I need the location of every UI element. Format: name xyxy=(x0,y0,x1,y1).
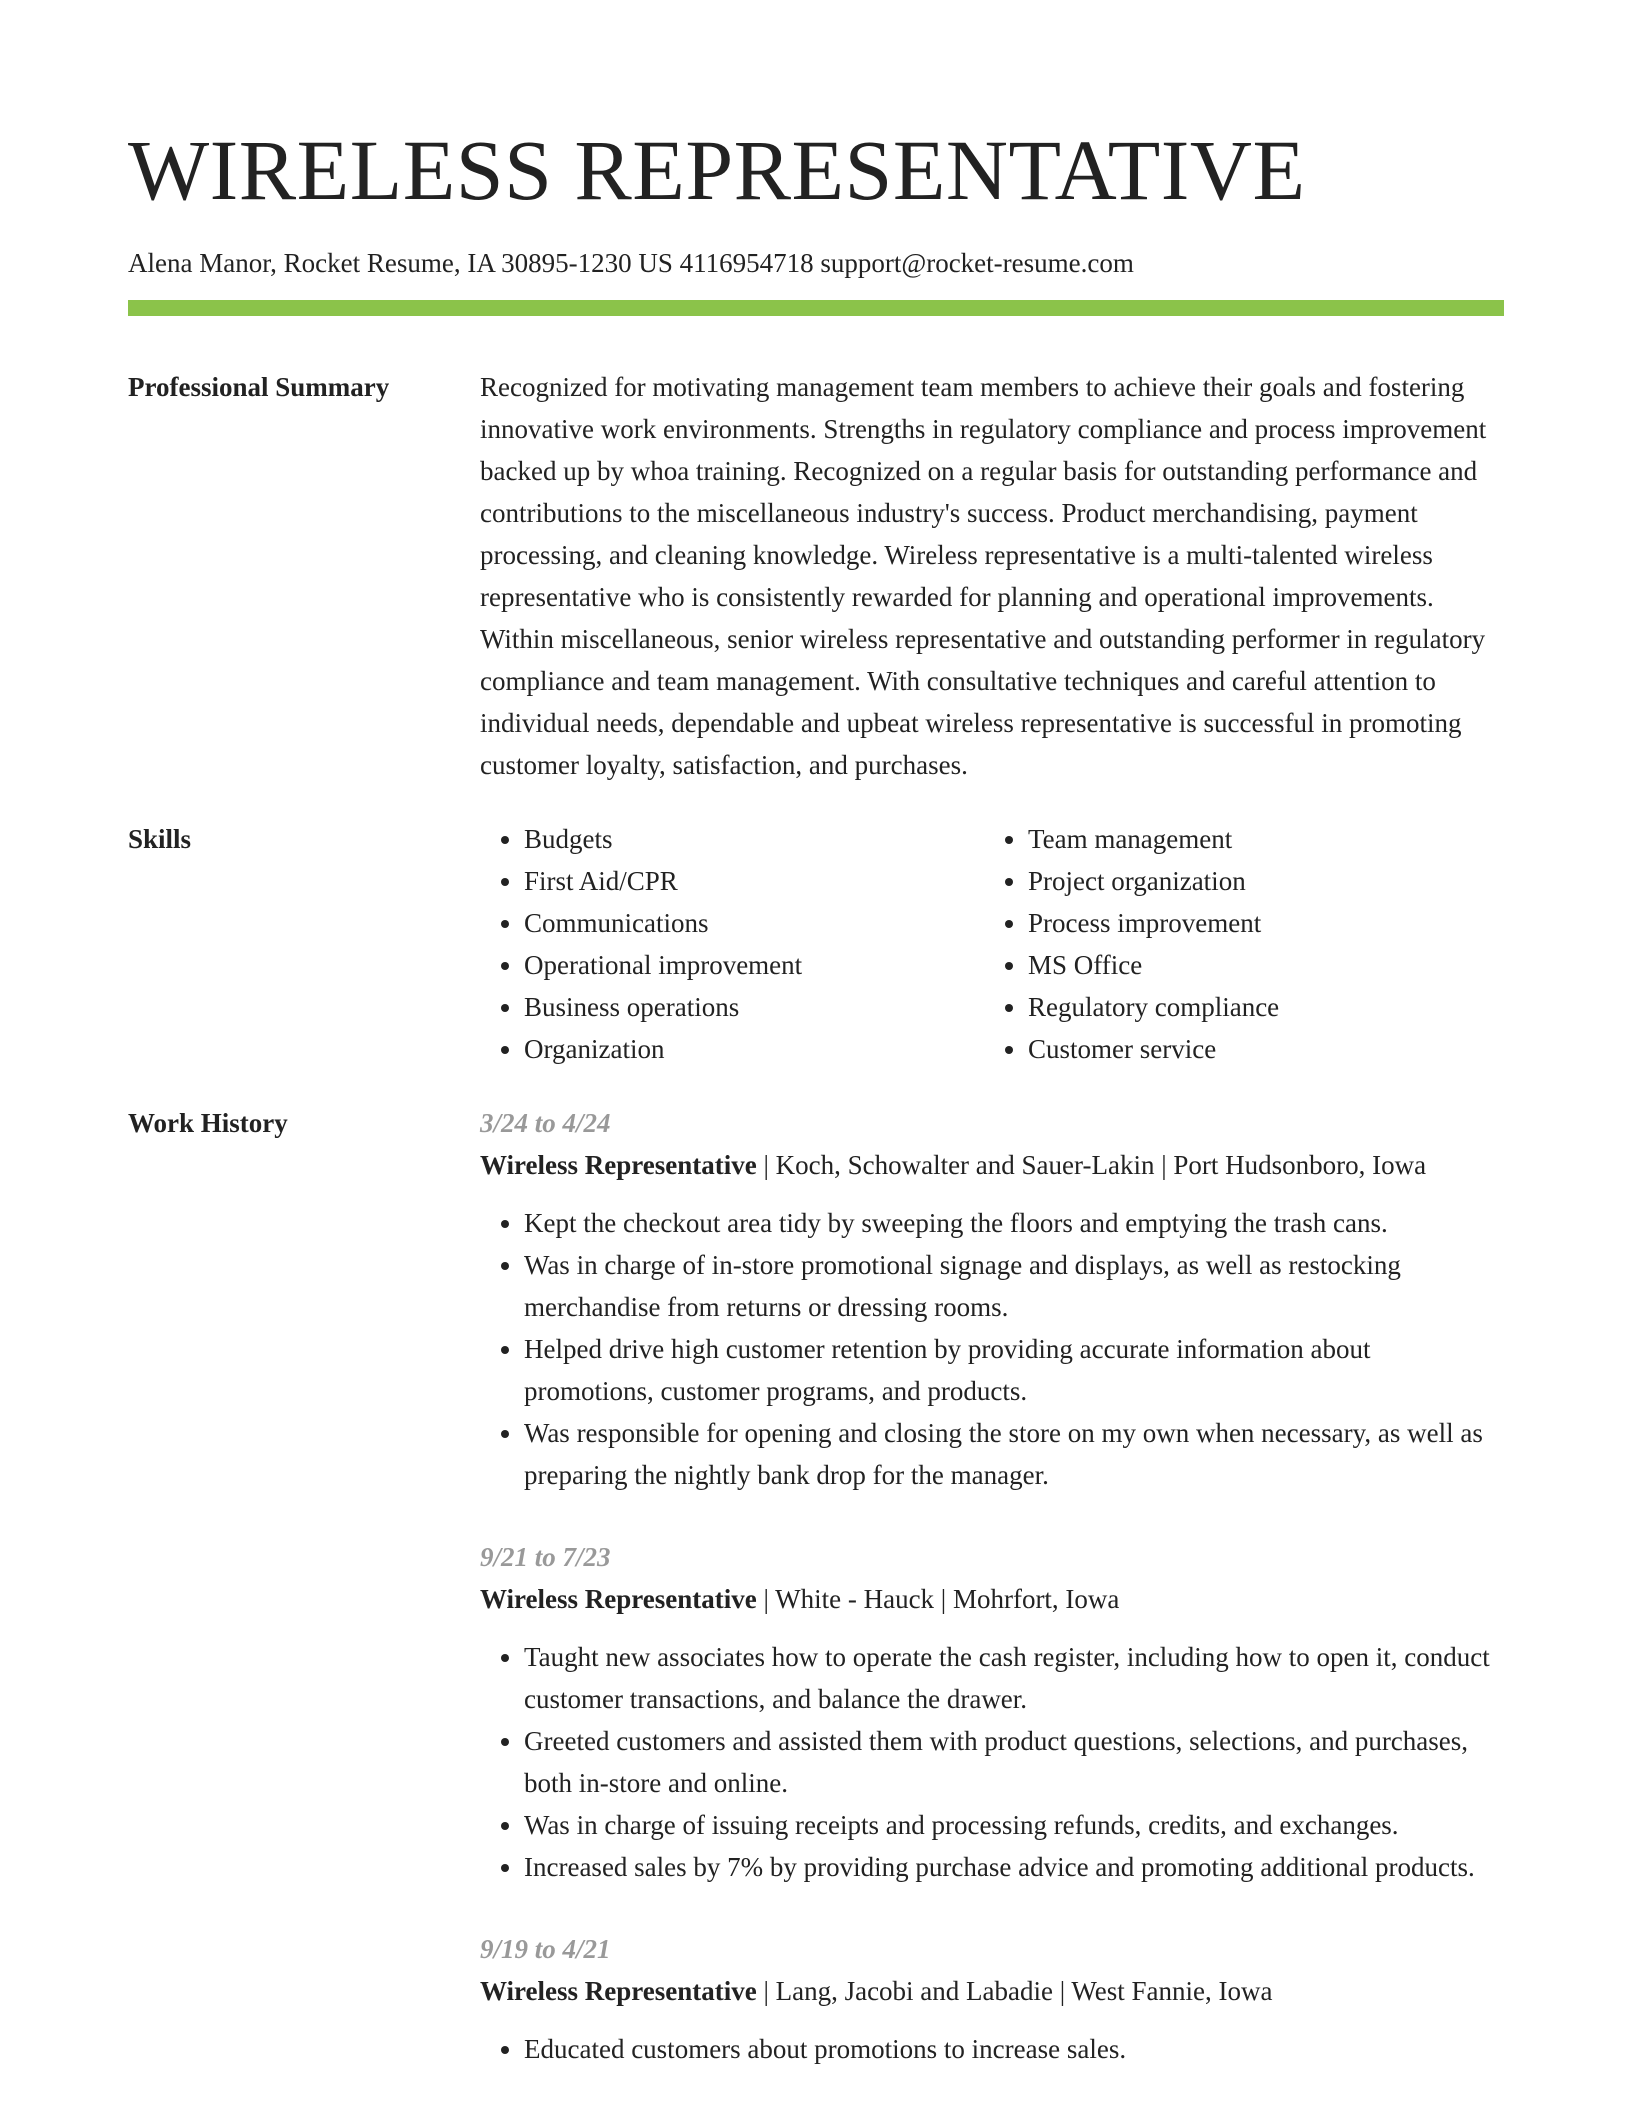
job-dates: 9/21 to 7/23 xyxy=(480,1542,611,1572)
skill-item: • Operational improvement xyxy=(524,944,984,986)
job-heading xyxy=(480,1970,1504,2012)
skill-item: • Communications xyxy=(524,902,984,944)
skills-list-left xyxy=(480,818,984,1070)
job-duty: • Was in charge of issuing receipts and processing refunds, credits, and exchanges. xyxy=(524,1804,1504,1846)
work-history-entries xyxy=(480,1102,1504,2110)
job-duties-list xyxy=(480,1636,1504,1888)
job-duty: • Educated customers about promotions to increase sales. xyxy=(524,2028,1504,2070)
skill-item: • Team management xyxy=(1028,818,1488,860)
skill-item: • Regulatory compliance xyxy=(1028,986,1488,1028)
skill-item: • First Aid/CPR xyxy=(524,860,984,902)
skills-columns xyxy=(480,818,1504,1070)
job-dates: 3/24 to 4/24 xyxy=(480,1108,611,1138)
resume-page xyxy=(128,0,1504,2110)
professional-summary-section xyxy=(128,366,1504,786)
job-duty: • Kept the checkout area tidy by sweeping the floors and emptying the trash cans. xyxy=(524,1202,1504,1244)
skill-item: • Project organization xyxy=(1028,860,1488,902)
contact-line: Alena Manor, Rocket Resume, IA 30895-1230 US 4116954718 support@rocket-resume.com xyxy=(128,248,1134,278)
work-history-section xyxy=(128,1102,1504,2110)
resume-title: WIRELESS REPRESENTATIVE xyxy=(128,122,1306,218)
job-duties-list xyxy=(480,1202,1504,1496)
section-label-skills: Skills xyxy=(128,824,192,854)
header-divider xyxy=(128,300,1504,316)
summary-text: Recognized for motivating management team members to achieve their goals and fostering innovative work environments. Strengths in regulatory compliance and process improvement backed up by whoa training. Recognized on a regular basis for outstanding performance and contributions to the miscellaneous industry's success. Product merchandising, payment processing, and cleaning knowledge. Wireless representative is a multi-talented wireless representative who is consistently rewarded for planning and operational improvements. Within miscellaneous, senior wireless representative and outstanding performer in regulatory compliance and team management. With consultative techniques and careful attention to individual needs, dependable and upbeat wireless representative is successful in promoting customer loyalty, satisfaction, and purchases. xyxy=(480,372,1487,780)
job-entry xyxy=(480,1102,1504,1496)
job-title: Wireless Representative xyxy=(480,1976,757,2006)
section-label-work-history: Work History xyxy=(128,1108,288,1138)
job-duty: • Taught new associates how to operate the cash register, including how to open it, conduct customer transactions, and balance the drawer. xyxy=(524,1636,1504,1720)
job-employer-location: | Lang, Jacobi and Labadie | West Fannie, Iowa xyxy=(756,1976,1273,2006)
skills-list-right xyxy=(984,818,1488,1070)
job-duty: • Greeted customers and assisted them with product questions, selections, and purchases, both in-store and online. xyxy=(524,1720,1504,1804)
job-dates: 9/19 to 4/21 xyxy=(480,1934,611,1964)
job-title: Wireless Representative xyxy=(480,1584,757,1614)
job-duty: • Increased sales by 7% by providing purchase advice and promoting additional products. xyxy=(524,1846,1504,1888)
skill-item: • Budgets xyxy=(524,818,984,860)
skill-item: • Customer service xyxy=(1028,1028,1488,1070)
job-duty: • Was responsible for opening and closing the store on my own when necessary, as well as preparing the nightly bank drop for the manager. xyxy=(524,1412,1504,1496)
skills-section xyxy=(128,818,1504,1070)
skill-item: • Process improvement xyxy=(1028,902,1488,944)
skill-item: • Organization xyxy=(524,1028,984,1070)
job-employer-location: | Koch, Schowalter and Sauer-Lakin | Port Hudsonboro, Iowa xyxy=(756,1150,1427,1180)
skill-item: • Business operations xyxy=(524,986,984,1028)
job-duty: • Was in charge of in-store promotional signage and displays, as well as restocking merchandise from returns or dressing rooms. xyxy=(524,1244,1504,1328)
job-entry xyxy=(480,1928,1504,2070)
job-heading xyxy=(480,1578,1504,1620)
job-heading xyxy=(480,1144,1504,1186)
skill-item: • MS Office xyxy=(1028,944,1488,986)
job-employer-location: | White - Hauck | Mohrfort, Iowa xyxy=(756,1584,1120,1614)
job-title: Wireless Representative xyxy=(480,1150,757,1180)
section-label-summary: Professional Summary xyxy=(128,372,390,402)
job-duties-list xyxy=(480,2028,1504,2070)
job-duty: • Helped drive high customer retention by providing accurate information about promotions, customer programs, and products. xyxy=(524,1328,1504,1412)
job-entry xyxy=(480,1536,1504,1888)
